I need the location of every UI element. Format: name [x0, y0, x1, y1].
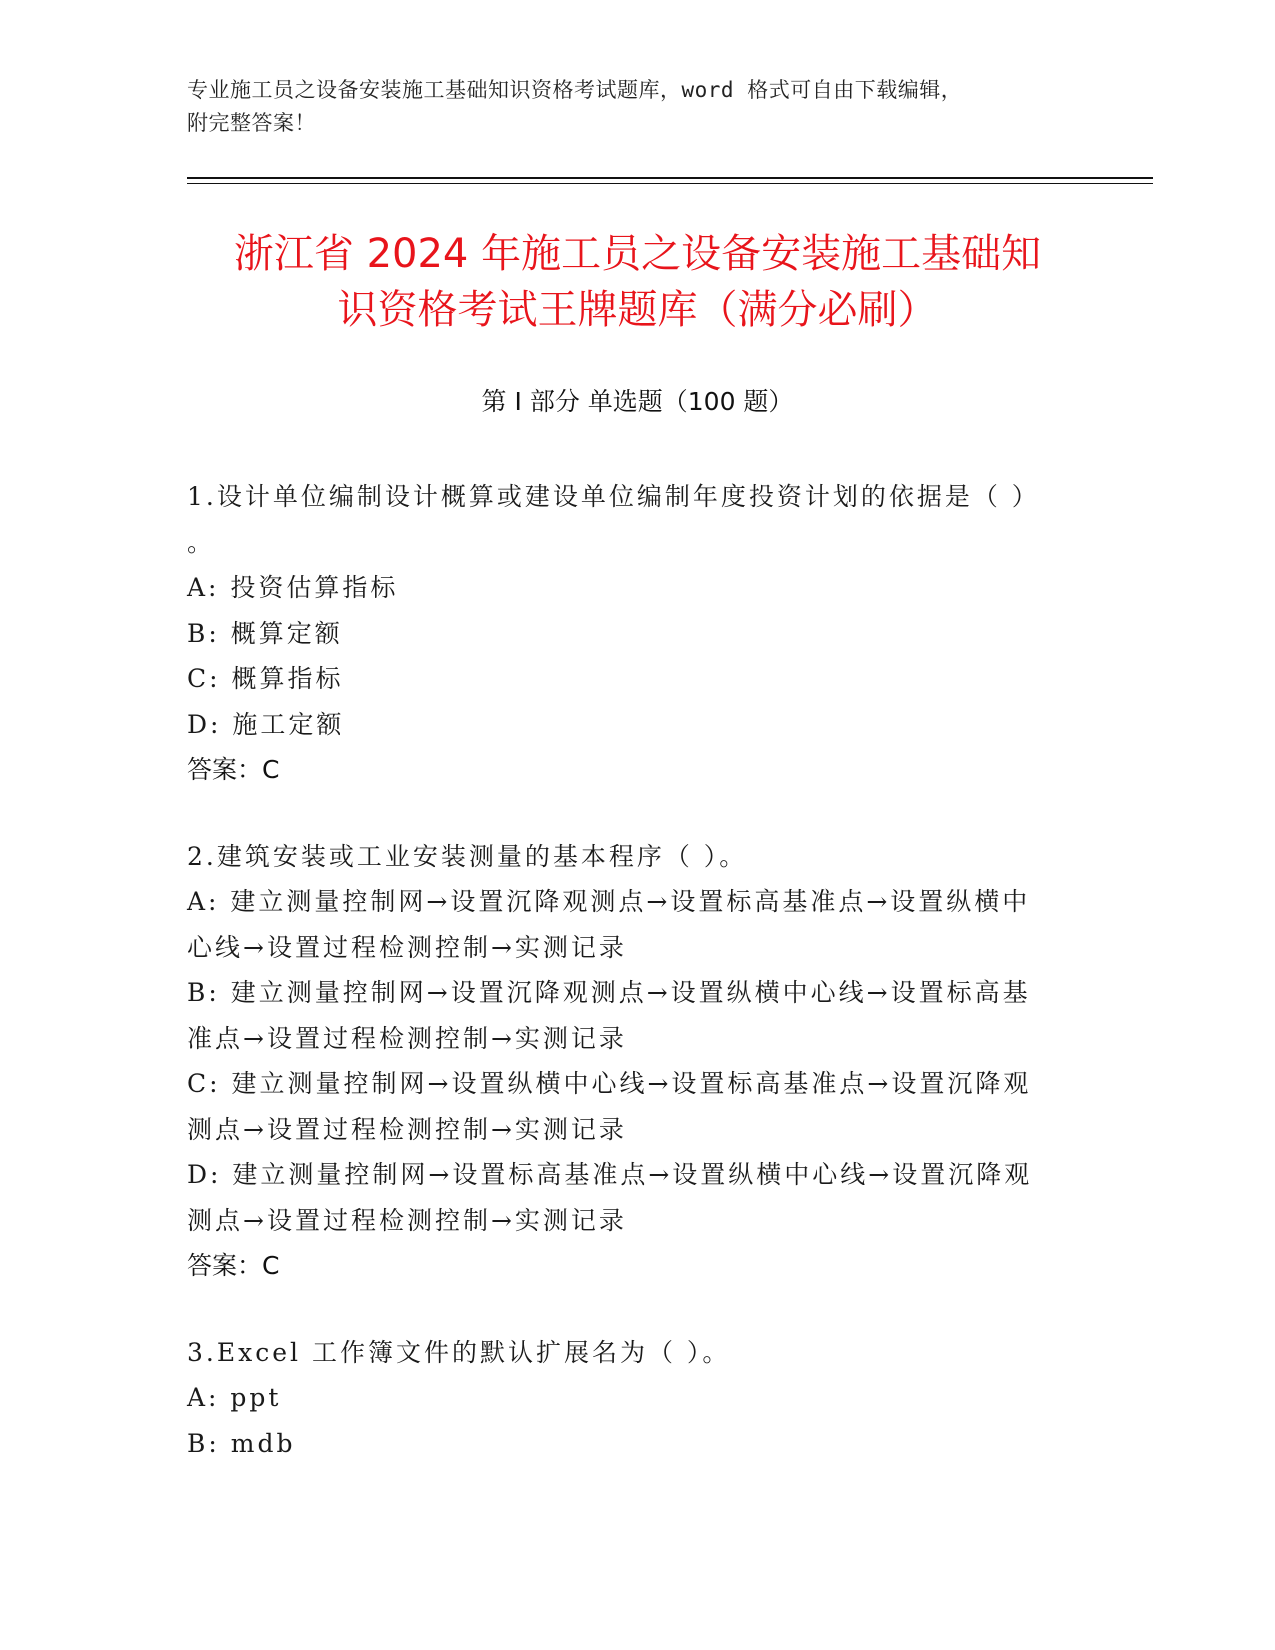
answer-line: 答案：C — [187, 1251, 280, 1280]
question-stem: 1.设计单位编制设计概算或建设单位编制年度投资计划的依据是（ ） — [187, 482, 1040, 511]
option-a: A: 投资估算指标 — [187, 573, 399, 602]
option-a-continued: 心线→设置过程检测控制→实测记录 — [187, 932, 627, 962]
document-title-line: 识资格考试王牌题库（满分必刷） — [337, 287, 938, 333]
question-stem: 。 — [187, 527, 216, 557]
option-d-continued: 测点→设置过程检测控制→实测记录 — [187, 1205, 627, 1235]
option-b-continued: 准点→设置过程检测控制→实测记录 — [187, 1023, 627, 1053]
document-title — [150, 226, 1125, 338]
option-b: B: mdb — [187, 1428, 296, 1458]
option-b: B: 建立测量控制网→设置沉降观测点→设置纵横中心线→设置标高基 — [187, 978, 1031, 1007]
option-d: D: 建立测量控制网→设置标高基准点→设置纵横中心线→设置沉降观 — [187, 1160, 1033, 1189]
answer-line: 答案：C — [187, 755, 280, 784]
question-item — [187, 834, 1087, 1289]
option-c: C: 概算指标 — [187, 664, 344, 693]
header-note-line: 专业施工员之设备安装施工基础知识资格考试题库，word 格式可自由下载编辑， — [187, 78, 963, 102]
section-title: 第 I 部分 单选题（100 题） — [481, 387, 794, 416]
option-a: A: 建立测量控制网→设置沉降观测点→设置标高基准点→设置纵横中 — [187, 887, 1031, 916]
document-title-line: 浙江省 2024 年施工员之设备安装施工基础知 — [233, 231, 1042, 277]
header-note-line: 附完整答案！ — [187, 111, 316, 135]
option-c: C: 建立测量控制网→设置纵横中心线→设置标高基准点→设置沉降观 — [187, 1069, 1032, 1098]
option-b: B: 概算定额 — [187, 618, 343, 648]
option-a: A: ppt — [187, 1383, 282, 1412]
header-note — [187, 74, 1067, 140]
option-c-continued: 测点→设置过程检测控制→实测记录 — [187, 1114, 627, 1144]
question-item — [187, 1330, 1087, 1467]
header-rule-thin — [187, 183, 1153, 184]
question-stem: 3.Excel 工作簿文件的默认扩展名为（ ）。 — [187, 1337, 731, 1367]
header-rule-thick — [187, 177, 1153, 179]
option-d: D: 施工定额 — [187, 709, 345, 739]
question-item — [187, 474, 1087, 793]
question-stem: 2.建筑安装或工业安装测量的基本程序（ ）。 — [187, 841, 748, 871]
question-list — [187, 474, 1087, 1507]
